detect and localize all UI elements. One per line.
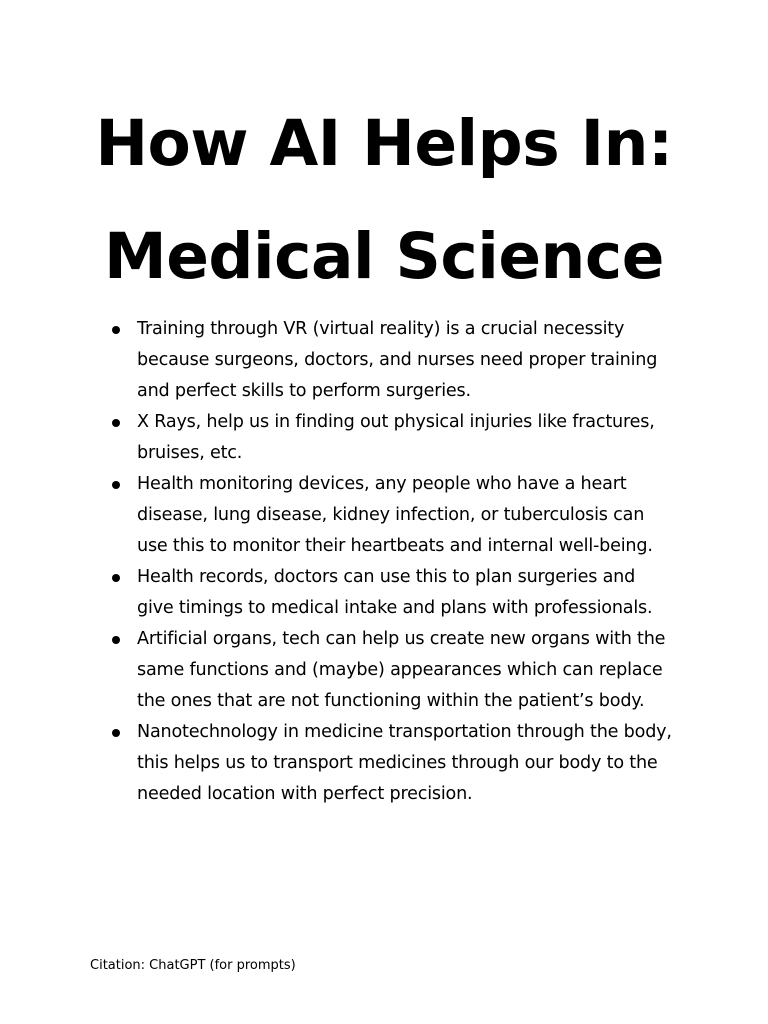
bullet-text-line: needed location with perfect precision. [137, 784, 473, 804]
bullet-text-line: X Rays, help us in finding out physical injuries like fractures, [137, 412, 655, 432]
bullet-dot-icon [112, 419, 120, 427]
bullet-text-line: disease, lung disease, kidney infection, or tuberculosis can [137, 505, 645, 525]
bullet-item [111, 314, 691, 407]
bullet-text-line: because surgeons, doctors, and nurses need proper training [137, 350, 658, 370]
bullet-dot-icon [112, 574, 120, 582]
bullet-text-line: bruises, etc. [137, 443, 243, 463]
bullet-text-line: Health records, doctors can use this to plan surgeries and [137, 567, 636, 587]
bullet-dot-icon [112, 326, 120, 334]
bullet-text-line: Nanotechnology in medicine transportation through the body, [137, 722, 672, 742]
bullet-item [111, 407, 691, 469]
bullet-item [111, 562, 691, 624]
bullet-text-line: Training through VR (virtual reality) is a crucial necessity [137, 319, 625, 339]
bullet-dot-icon [112, 481, 120, 489]
page-title-line-1: How AI Helps In: [95, 107, 673, 180]
bullet-text-line: Health monitoring devices, any people who have a heart [137, 474, 627, 494]
bullet-text-line: same functions and (maybe) appearances which can replace [137, 660, 663, 680]
bullet-text-line: this helps us to transport medicines through our body to the [137, 753, 658, 773]
bullet-text-line: the ones that are not functioning within the patient’s body. [137, 691, 645, 711]
bullet-dot-icon [112, 729, 120, 737]
bullet-text-line: use this to monitor their heartbeats and internal well-being. [137, 536, 653, 556]
bullet-text-line: Artificial organs, tech can help us create new organs with the [137, 629, 666, 649]
bullet-text-line: and perfect skills to perform surgeries. [137, 381, 471, 401]
bullet-item [111, 469, 691, 562]
page-title-line-2: Medical Science [104, 220, 664, 293]
bullet-item [111, 717, 691, 810]
bullet-list [111, 314, 691, 810]
citation-footer: Citation: ChatGPT (for prompts) [90, 958, 296, 973]
bullet-text-line: give timings to medical intake and plans with professionals. [137, 598, 653, 618]
bullet-item [111, 624, 691, 717]
bullet-dot-icon [112, 636, 120, 644]
